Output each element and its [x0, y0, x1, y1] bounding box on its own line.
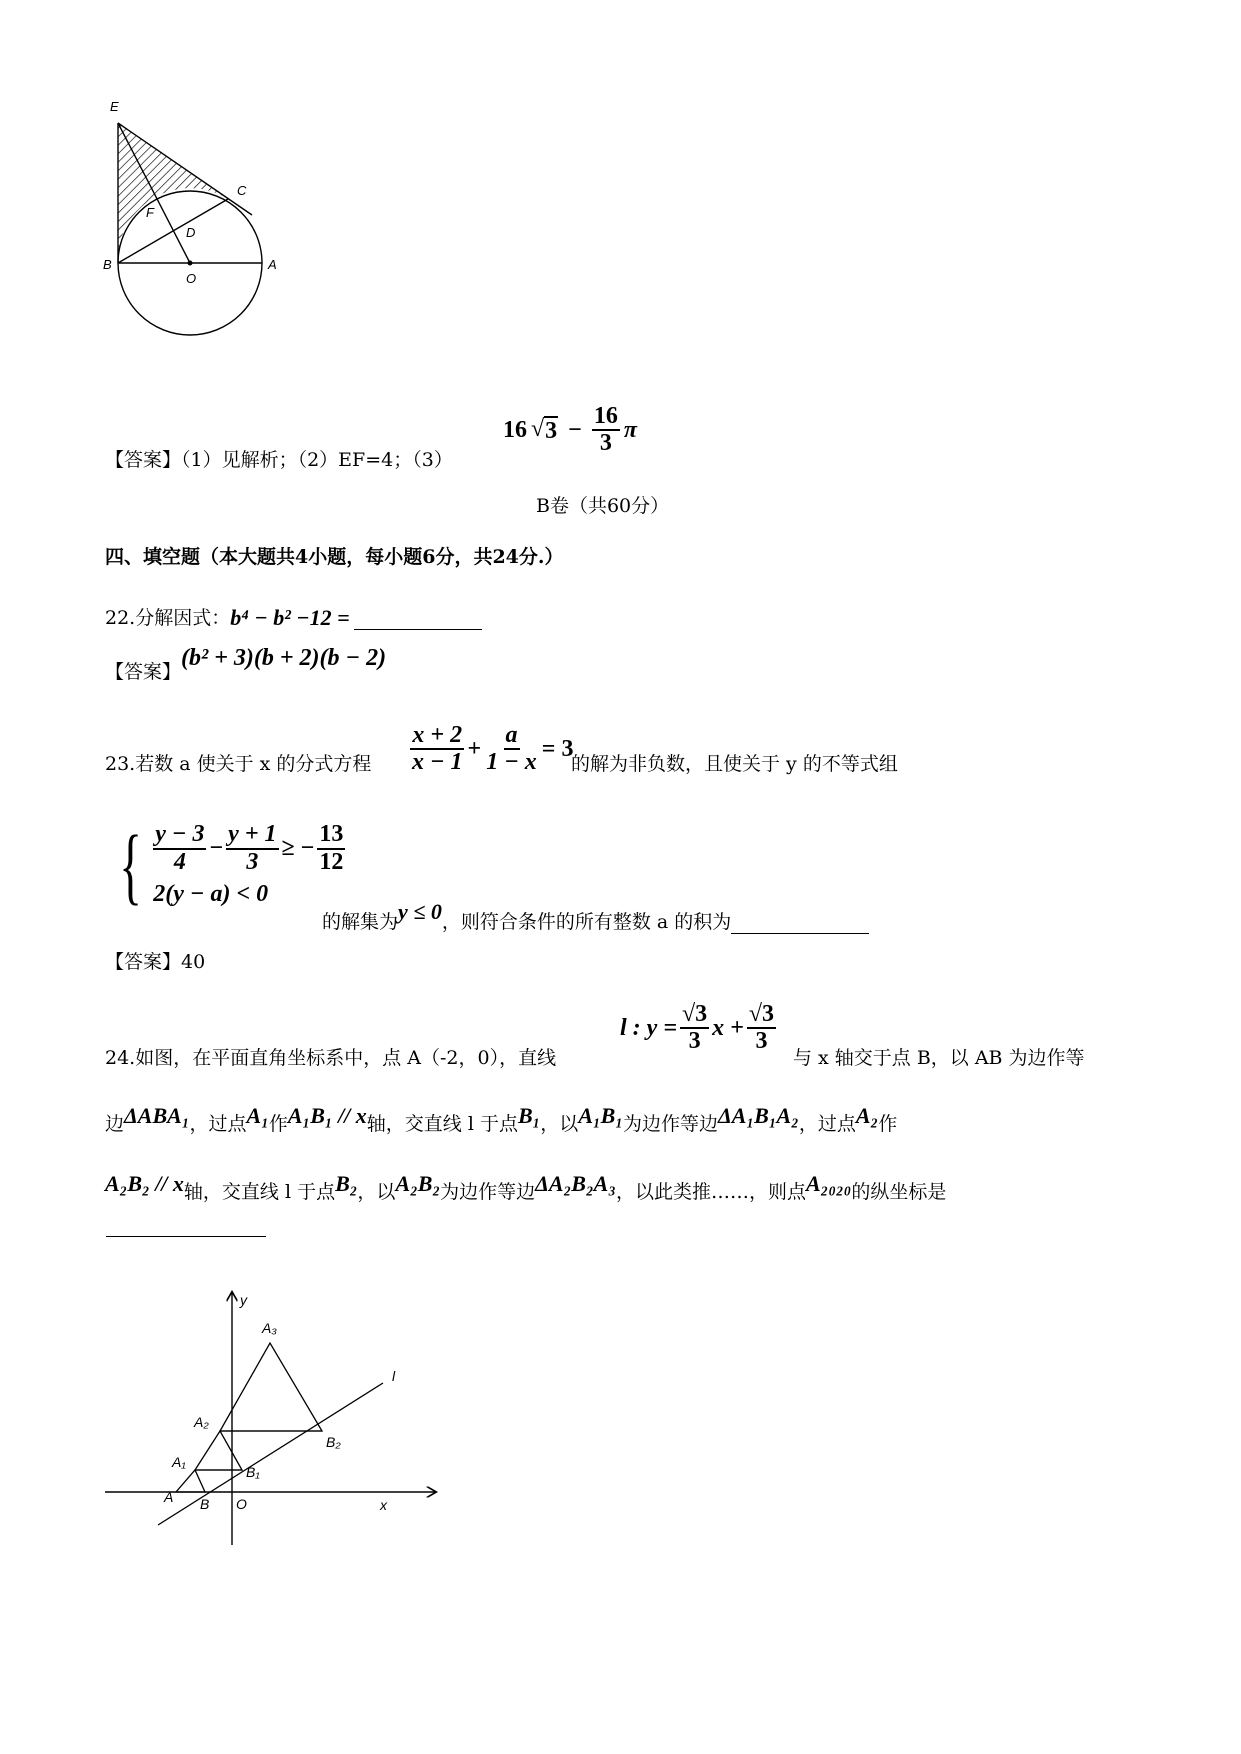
label-e: E — [110, 99, 119, 114]
q24-l2-e: ，以 — [540, 1113, 579, 1135]
q22 — [105, 606, 482, 630]
q22-expr: b⁴ − b² −12 = — [230, 605, 350, 630]
q21-answer — [105, 448, 453, 472]
q24-pt-a2: A₂ — [855, 1103, 879, 1128]
q24-l3-e: 的纵坐标是 — [851, 1181, 947, 1203]
center-dot — [188, 261, 193, 266]
ineq-frac3: $\frac{13}{12}$ — [319, 821, 344, 875]
label-a1: A₁ — [172, 1454, 186, 1470]
q24-l2-h: 作 — [878, 1113, 898, 1135]
label-f: F — [146, 205, 154, 220]
section-4-title: 四、填空题（本大题共4小题，每小题6分，共24分.） — [105, 546, 564, 568]
q23-text-before: 23.若数 a 使关于 x 的分式方程 — [105, 753, 372, 775]
label-d: D — [186, 225, 196, 240]
q24-l3-b: ，以 — [357, 1181, 396, 1203]
coordinate-figure — [100, 1285, 440, 1560]
section-b-title: B卷（共60分） — [536, 495, 670, 517]
q23-line1 — [105, 752, 371, 776]
line-frac2: $\frac{√3}{3}$ — [748, 1001, 775, 1055]
q24-line1: 24.如图，在平面直角坐标系中，点 A（-2，0），直线 — [105, 1047, 557, 1069]
q23-frac1: $\frac{x + 2}{x - 1}$ — [412, 722, 463, 776]
line-frac1: $\frac{√3}{3}$ — [682, 1001, 708, 1055]
q24-l3-a: 轴，交直线 l 于点 — [183, 1181, 336, 1203]
q23-text-sol: 的解集为 — [322, 911, 399, 933]
q23-blank — [731, 911, 869, 934]
q24-l2-g: ，过点 — [798, 1113, 856, 1135]
label-b: B — [103, 257, 112, 272]
q22-answer-expr: (b² + 3)(b + 2)(b − 2) — [181, 645, 387, 671]
label-l: l — [392, 1368, 396, 1384]
q24-tri1: ΔABA₁ — [124, 1103, 190, 1128]
q23-frac2: $\frac{a}{1 - x}$ — [486, 722, 537, 776]
q24-line1-tail: 与 x 轴交于点 B，以 AB 为边作等 — [793, 1047, 1085, 1069]
label-o: O — [186, 271, 197, 286]
q24-seg-a1b1: A₁B₁ — [578, 1103, 623, 1128]
brace: { — [119, 817, 142, 913]
q23-plus: + — [467, 735, 482, 762]
ineq-ge: ≥ − — [281, 835, 315, 861]
label-a: A — [268, 257, 277, 272]
q23-sol-expr: y ≤ 0 — [398, 899, 442, 924]
triangle-aba1 — [176, 1470, 205, 1492]
label-b: B — [200, 1496, 210, 1512]
q21-answer-prefix: 【答案】（1）见解析；（2）EF=4；（3） — [105, 449, 453, 471]
q24-line2 — [105, 1103, 898, 1136]
q24-l2-c: 作 — [268, 1113, 288, 1135]
q23-answer: 【答案】40 — [105, 951, 206, 973]
q24-pt-b2: B₂ — [335, 1171, 358, 1196]
q24-line3 — [105, 1171, 947, 1204]
q24-blank — [106, 1234, 266, 1237]
label-c: C — [237, 183, 247, 198]
label-a3: A₃ — [262, 1320, 277, 1336]
q23-solution-line — [322, 899, 869, 934]
q24-pt-b1: B₁ — [517, 1103, 541, 1128]
label-a: A — [164, 1489, 174, 1505]
ineq-frac2: $\frac{y + 1}{3}$ — [228, 821, 277, 875]
q23-text-tail: ，则符合条件的所有整数 a 的积为 — [441, 911, 732, 933]
q24-l2-b: ，过点 — [189, 1113, 247, 1135]
geometry-figure-circle — [100, 95, 300, 345]
q22-answer-label: 【答案】 — [105, 661, 182, 683]
q24-l2-f: 为边作等边 — [623, 1113, 719, 1135]
q24-pt-a2020: A₂₀₂₀ — [805, 1171, 852, 1196]
q24-tri3: ΔA₂B₂A₃ — [535, 1171, 616, 1196]
q24-seg-a2b2: A₂B₂ — [395, 1171, 441, 1196]
q24-par1: A₁B₁ // x — [287, 1103, 367, 1128]
q24-l2-a: 边 — [105, 1113, 125, 1135]
q24-par2: A₂B₂ // x — [105, 1171, 184, 1196]
label-o: O — [236, 1496, 247, 1512]
q23-rhs: = 3 — [541, 735, 574, 762]
q24-line-equation — [620, 1002, 776, 1054]
q23-equation — [410, 723, 573, 775]
ineq-frac1: $\frac{y - 3}{4}$ — [155, 821, 205, 875]
q22-answer — [105, 645, 387, 686]
q24-l3-c: 为边作等边 — [440, 1181, 536, 1203]
line-x: x + — [712, 1014, 744, 1041]
expr-pi: π — [623, 416, 637, 443]
triangle-a1b1a2 — [195, 1431, 242, 1470]
expr-sqrt: √ 3 — [531, 415, 558, 444]
expr-frac: $\frac{16}{3}$ — [593, 403, 618, 457]
q22-blank — [354, 607, 482, 630]
q24-pt-a1: A₁ — [246, 1103, 269, 1128]
label-a2: A₂ — [194, 1414, 209, 1430]
expr-minus: − — [568, 416, 582, 443]
ineq-line2: 2(y − a) < 0 — [153, 880, 269, 907]
label-x: x — [380, 1497, 387, 1513]
q24-l2-d: 轴，交直线 l 于点 — [366, 1113, 518, 1135]
q23-inequality-system: { $\frac{y - 3}{4}$ − $\frac{y + 1}{3}$ ≥ − $\frac{13}{12}$ 2(y − a) < 0 — [119, 817, 344, 913]
q21-answer-expr — [503, 404, 637, 456]
expr-coef: 16 — [503, 416, 527, 443]
q24-tri2: ΔA₁B₁A₂ — [718, 1103, 799, 1128]
triangle-a2b2a3 — [220, 1343, 322, 1431]
line-l: l : y = — [620, 1014, 677, 1041]
label-b1: B₁ — [246, 1464, 260, 1480]
label-b2: B₂ — [326, 1434, 341, 1450]
q22-label: 22.分解因式： — [105, 607, 231, 629]
q23-text-after: 的解为非负数，且使关于 y 的不等式组 — [571, 753, 898, 775]
label-y: y — [240, 1292, 247, 1308]
q24-l3-d: ，以此类推……，则点 — [615, 1181, 806, 1203]
line-l — [158, 1383, 383, 1525]
